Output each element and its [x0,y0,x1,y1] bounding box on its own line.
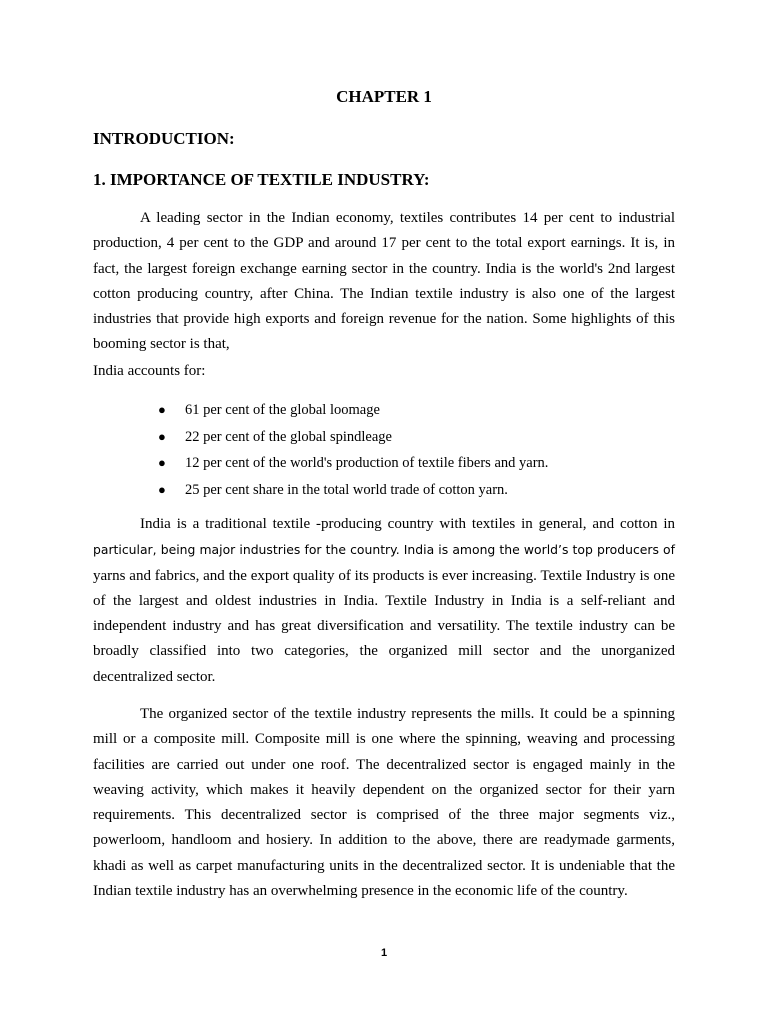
bullet-icon: ● [158,455,166,470]
paragraph-3-text: The organized sector of the textile industry represents the mills. It could be a spinning mill or a composite mill. Composite mill is one where the spinning, weaving and processing facilities are carried out under one roof. The decentralized sector is engaged mainly in the weaving activity, which makes it heavily dependent on the organized sector for their yarn requirements. This decentralized sector is comprised of the three major segments viz., powerloom, handloom and hosiery. In addition to the above, there are readymade garments, khadi as well as carpet manufacturing units in the decentralized sector. It is undeniable that the Indian textile industry has an overwhelming presence in the economic life of the country. [93,706,675,900]
paragraph-2-text-a: India is a traditional textile -producing country with textiles in general, and cotton in [140,516,675,532]
paragraph-1-text: A leading sector in the Indian economy, textiles contributes 14 per cent to industrial production, 4 per cent to the GDP and around 17 per cent to the total export earnings. It is, in fact, the largest foreign exchange earning sector in the country. India is the world's 2nd largest cotton producing country, after China. The Indian textile industry is also one of the largest industries that provide high exports and foreign revenue for the nation. Some highlights of this booming sector is that, [93,210,675,353]
list-item-text: 22 per cent of the global spindleage [185,428,392,445]
bullet-icon: ● [158,428,166,444]
accounts-intro: India accounts for: [93,363,206,379]
list-item [158,424,548,451]
introduction-heading: INTRODUCTION: [93,129,235,148]
list-item-text: 61 per cent of the global loomage [185,402,380,418]
page-number: 1 [380,947,388,959]
list-item-text: 12 per cent of the world's production of textile fibers and yarn. [185,455,549,471]
list-item [158,397,548,424]
paragraph-2-text-b: particular, being major industries for the country. India is among the world’s top producers of [93,542,675,558]
list-item-text: 25 per cent share in the total world trade of cotton yarn. [185,481,508,498]
bullet-list [158,397,548,503]
bullet-icon: ● [158,402,166,417]
chapter-title: CHAPTER 1 [336,87,432,106]
section-heading: 1. IMPORTANCE OF TEXTILE INDUSTRY: [93,170,430,189]
list-item [158,477,548,504]
paragraph-2 [93,512,675,690]
bullet-icon: ● [158,481,166,497]
list-item [158,450,548,477]
paragraph-2-text-c: yarns and fabrics, and the export quality of its products is ever increasing. Textile Industry is one of the largest and oldest industries in India. Textile Industry in India is a self-reliant and independent industry and has great diversification and versatility. The textile industry can be broadly classified into two categories, the organized mill sector and the unorganized decentralized sector. [93,567,675,685]
paragraph-3 [93,702,675,904]
paragraph-1 [93,206,675,358]
